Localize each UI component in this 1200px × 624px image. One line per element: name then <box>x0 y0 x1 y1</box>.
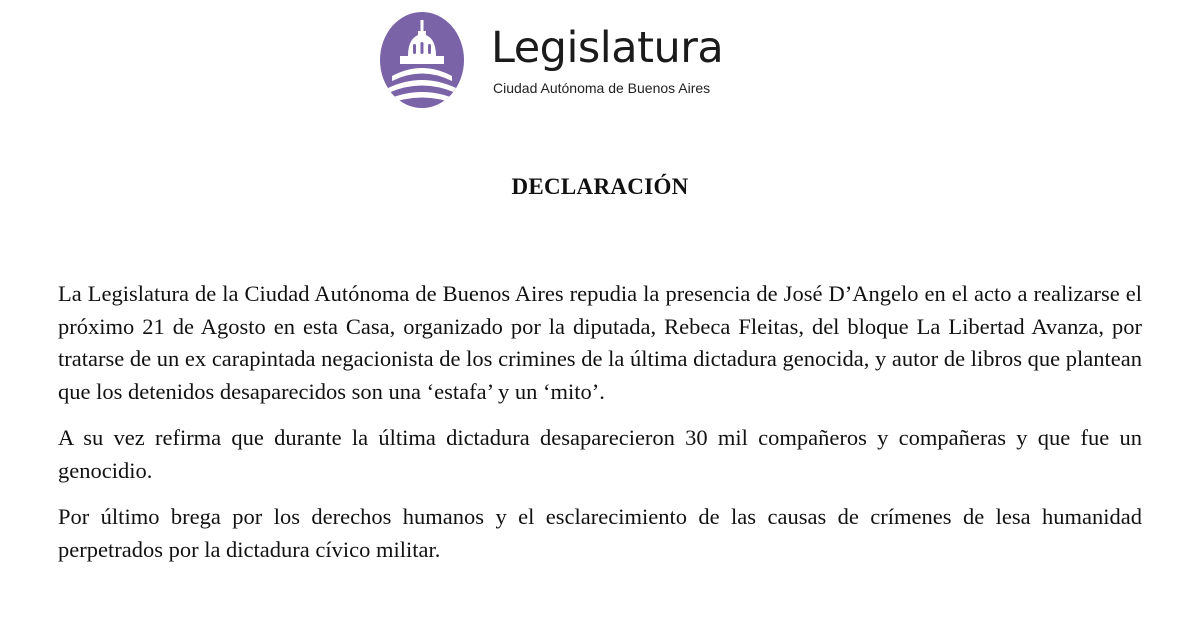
legislature-subtitle: Ciudad Autónoma de Buenos Aires <box>493 80 711 96</box>
paragraph-reafirmacion: A su vez refirma que durante la última dictadura desaparecieron 30 mil compañeros y compañeras y que fue un genocidio. <box>58 425 1142 483</box>
document-body <box>58 278 1142 580</box>
document-title: DECLARACIÓN <box>511 174 689 199</box>
legislature-name: Legislatura <box>491 23 724 73</box>
legislature-dome-logo-icon <box>378 10 466 110</box>
paragraph-repudio: La Legislatura de la Ciudad Autónoma de Buenos Aires repudia la presencia de José D’Angelo en el acto a realizarse el próximo 21 de Agosto en esta Casa, organizado por la diputada, Rebeca Fleitas, del bloque La Libertad Avanza, por tratarse de un ex carapintada negacionista de los crimines de la última dictadura genocida, y autor de libros que plantean que los detenidos desaparecidos son una ‘estafa’ y un ‘mito’. <box>58 281 1142 404</box>
paragraph-derechos-humanos: Por último brega por los derechos humanos y el esclarecimiento de las causas de crímenes de lesa humanidad perpetrados por la dictadura cívico militar. <box>58 504 1142 562</box>
letterhead <box>378 10 778 110</box>
